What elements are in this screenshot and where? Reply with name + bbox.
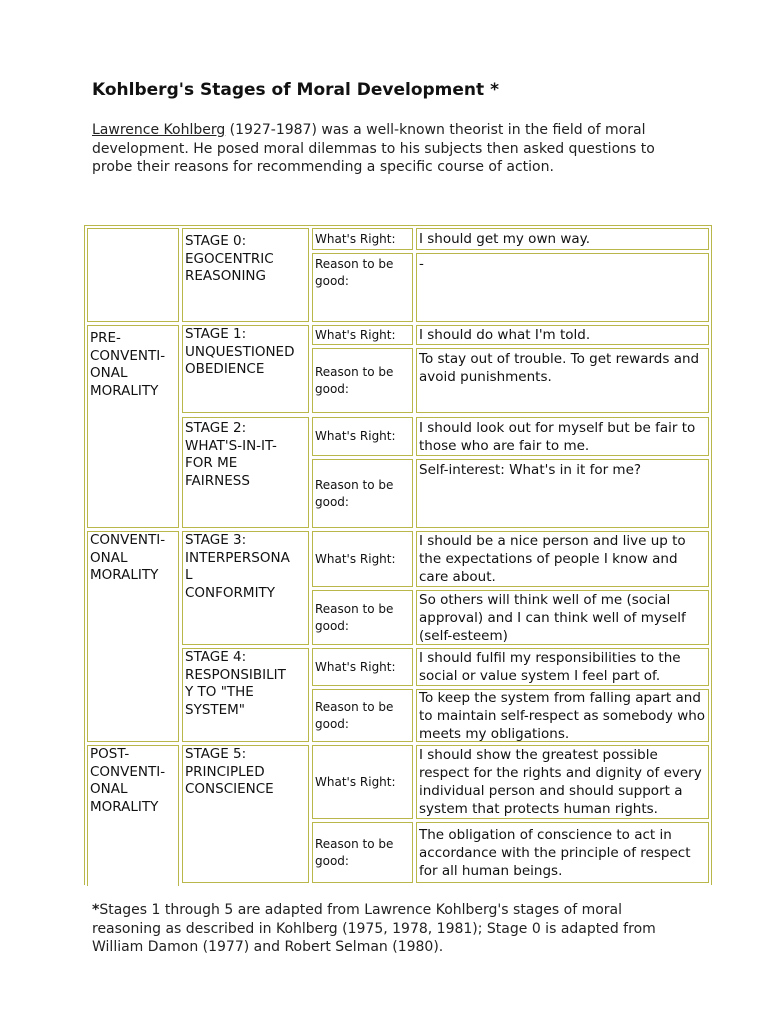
stage-1-right-label: What's Right:	[312, 325, 413, 345]
level-cell-empty	[87, 228, 179, 322]
stage-3-reason-label: Reason to be good:	[312, 590, 413, 645]
stage-4-name: STAGE 4: RESPONSIBILIT Y TO "THE SYSTEM"	[182, 648, 309, 742]
stage-5-reason-text: The obligation of conscience to act in accordance with the principle of respect for all human beings.	[416, 822, 709, 883]
stage-0-right-text: I should get my own way.	[416, 228, 709, 250]
level-preconventional: PRE- CONVENTI- ONAL MORALITY	[87, 325, 179, 528]
stage-5-name: STAGE 5: PRINCIPLED CONSCIENCE	[182, 745, 309, 883]
stage-4-right-text: I should fulfil my responsibilities to the social or value system I feel part of.	[416, 648, 709, 686]
level-postconventional: POST- CONVENTI- ONAL MORALITY	[87, 745, 179, 886]
kohlberg-link[interactable]: Lawrence Kohlberg	[92, 122, 226, 138]
stage-3-right-text: I should be a nice person and live up to the expectations of people I know and care about.	[416, 531, 709, 587]
stage-2-name: STAGE 2: WHAT'S-IN-IT- FOR ME FAIRNESS	[182, 417, 309, 528]
stage-3-name: STAGE 3: INTERPERSONA L CONFORMITY	[182, 531, 309, 645]
stage-1-name: STAGE 1: UNQUESTIONED OBEDIENCE	[182, 325, 309, 413]
intro-paragraph	[92, 121, 682, 177]
level-conventional: CONVENTI- ONAL MORALITY	[87, 531, 179, 742]
stage-1-right-text: I should do what I'm told.	[416, 325, 709, 345]
stage-5-reason-label: Reason to be good:	[312, 822, 413, 883]
intro-text: (1927-1987) was a well-known theorist in the field of moral development. He posed moral dilemmas to his subjects then asked questions to probe their reasons for recommending a specific course of action.	[92, 122, 655, 175]
stage-0-reason-text: -	[416, 253, 709, 322]
stage-1-reason-label: Reason to be good:	[312, 348, 413, 413]
stage-3-reason-text: So others will think well of me (social approval) and I can think well of myself (self-esteem)	[416, 590, 709, 645]
footnote-mark: *	[92, 902, 100, 918]
footnote	[92, 901, 672, 957]
stage-2-reason-text: Self-interest: What's in it for me?	[416, 459, 709, 528]
stage-0-reason-label: Reason to be good:	[312, 253, 413, 322]
stage-2-right-label: What's Right:	[312, 417, 413, 456]
stage-0-name: STAGE 0: EGOCENTRIC REASONING	[182, 228, 309, 322]
page-title: Kohlberg's Stages of Moral Development *	[92, 80, 499, 100]
stage-4-reason-text: To keep the system from falling apart and to maintain self-respect as somebody who meets my obligations.	[416, 689, 709, 742]
stage-4-reason-label: Reason to be good:	[312, 689, 413, 742]
stage-5-right-label: What's Right:	[312, 745, 413, 819]
stages-table	[84, 225, 712, 885]
stage-0-right-label: What's Right:	[312, 228, 413, 250]
stage-2-reason-label: Reason to be good:	[312, 459, 413, 528]
stage-2-right-text: I should look out for myself but be fair to those who are fair to me.	[416, 417, 709, 456]
stage-4-right-label: What's Right:	[312, 648, 413, 686]
stage-5-right-text: I should show the greatest possible respect for the rights and dignity of every individual person and should support a system that protects human rights.	[416, 745, 709, 819]
stage-3-right-label: What's Right:	[312, 531, 413, 587]
footnote-text: Stages 1 through 5 are adapted from Lawrence Kohlberg's stages of moral reasoning as described in Kohlberg (1975, 1978, 1981); Stage 0 is adapted from William Damon (1977) and Robert Selman (1980).	[92, 902, 656, 955]
stage-1-reason-text: To stay out of trouble. To get rewards and avoid punishments.	[416, 348, 709, 413]
